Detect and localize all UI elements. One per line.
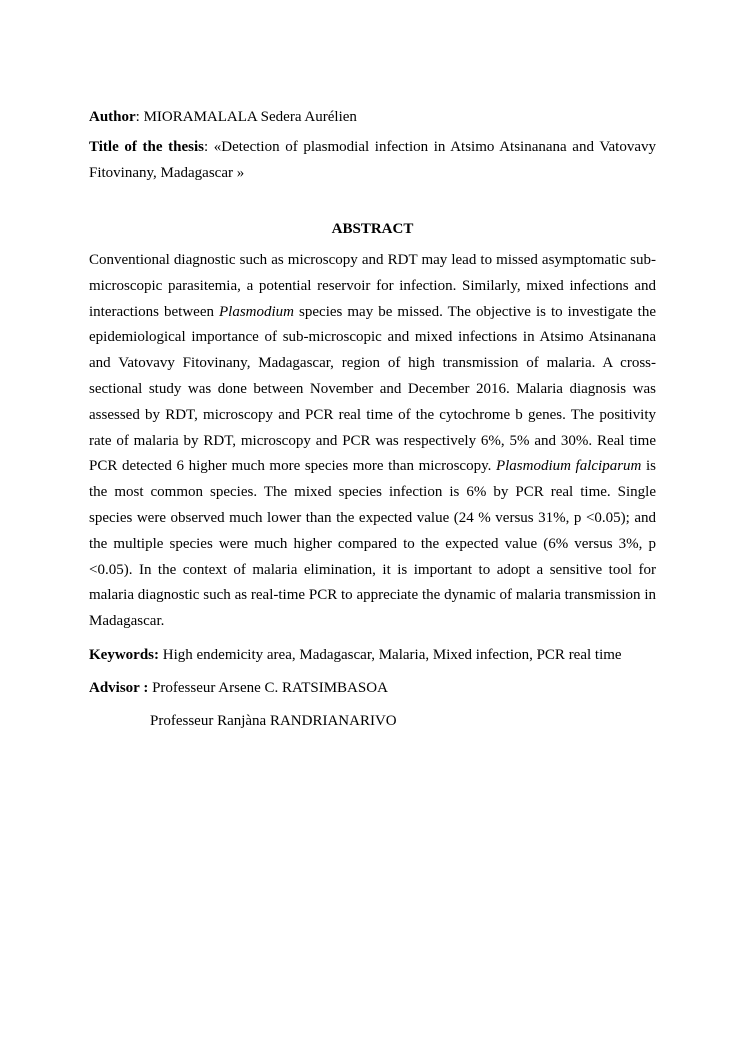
- advisor-label: Advisor :: [89, 679, 149, 696]
- abstract-species-plasmodium: Plasmodium: [219, 303, 295, 320]
- advisor-line-2: [89, 708, 656, 734]
- keywords-text: High endemicity area, Madagascar, Malaria, Mixed infection, PCR real time: [162, 646, 622, 663]
- abstract-text-part-3: is the most common species. The mixed species infection is 6% by PCR real time. Single species were observed much lower than the expected value (24 % versus 31%, p <0.05); and the multiple species were much higher compared to the expected value (6% versus 3%, p <0.05). In the context of malaria elimination, it is important to adopt a sensitive tool for malaria diagnostic such as real-time PCR to appreciate the dynamic of malaria transmission in Madagascar.: [89, 458, 656, 630]
- author-name: MIORAMALALA Sedera Aurélien: [143, 109, 357, 125]
- abstract-text-part-2: species may be missed. The objective is to investigate the epidemiological importance of sub-microscopic and mixed infections in Atsimo Atsinanana and Vatovavy Fitovinany, Madagascar, region of high transmission of malaria. A cross-sectional study was done between November and December 2016. Malaria diagnosis was assessed by RDT, microscopy and PCR real time of the cytochrome b genes. The positivity rate of malaria by RDT, microscopy and PCR was respectively 6%, 5% and 30%. Real time PCR detected 6 higher much more species more than microscopy.: [89, 303, 657, 475]
- thesis-abstract-page: [89, 104, 656, 734]
- abstract-text-part-1: Conventional diagnostic such as microscopy and RDT may lead to missed asymptomatic sub-microscopic parasitemia, a potential reservoir for infection. Similarly, mixed infections and interactions between: [89, 252, 656, 320]
- thesis-title-text: «Detection of plasmodial infection in Atsimo Atsinanana and Vatovavy Fitovinany, Madagascar »: [89, 139, 656, 181]
- thesis-title-label: Title of the thesis: [89, 139, 204, 155]
- advisor-name-2: Professeur Ranjàna RANDRIANARIVO: [150, 712, 397, 729]
- advisor-line: [89, 675, 656, 701]
- advisor-name-1: Professeur Arsene C. RATSIMBASOA: [152, 679, 388, 696]
- abstract-heading: ABSTRACT: [331, 221, 414, 237]
- author-line: Author: MIORAMALALA Sedera Aurélien: [89, 109, 357, 125]
- abstract-species-falciparum: Plasmodium falciparum: [495, 458, 642, 475]
- author-label: Author: [89, 109, 136, 125]
- keywords-label: Keywords:: [89, 646, 159, 663]
- thesis-title-line: Title of the thesis: «Detection of plasmodial infection in Atsimo Atsinanana and Vatovavy Fitovinany, Madagascar »: [89, 139, 656, 181]
- abstract-body: [89, 248, 656, 635]
- keywords-line: [89, 642, 656, 668]
